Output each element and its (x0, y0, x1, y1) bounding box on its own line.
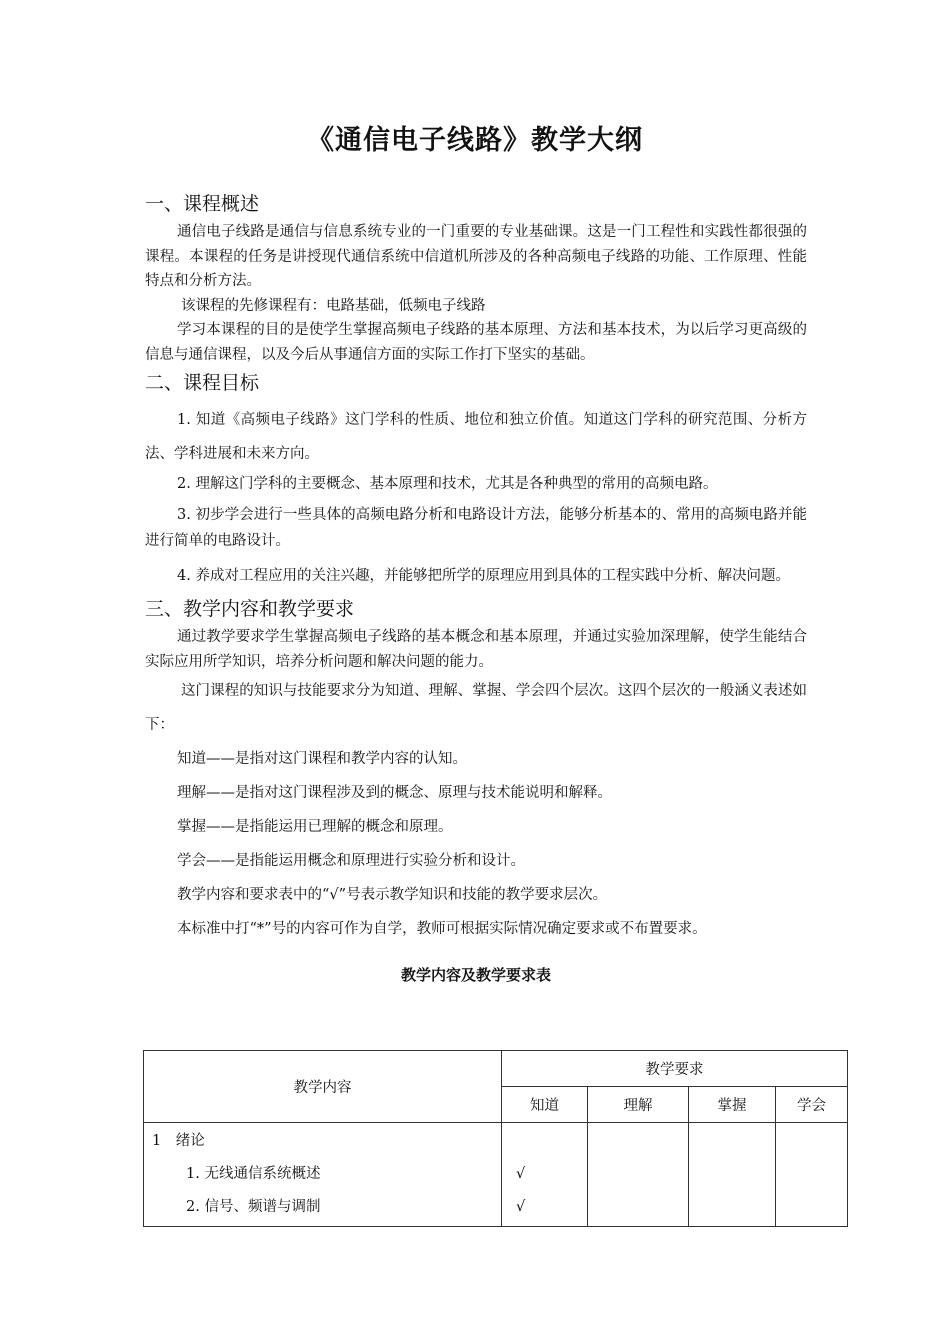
requirements-table-wrap (143, 1050, 848, 1227)
document-body (145, 188, 807, 997)
header-teaching-content: 教学内容 (144, 1051, 502, 1123)
objective-item-2: 2. 理解这门学科的主要概念、基本原理和技术，尤其是各种典型的常用的高频电路。 (177, 476, 718, 492)
header-level-master: 掌握 (689, 1087, 776, 1123)
section-heading-content: 三、教学内容和教学要求 (145, 598, 355, 620)
learn-column-cell (776, 1123, 848, 1227)
definition-master: 掌握——是指能运用已理解的概念和原理。 (177, 819, 453, 835)
check-mark: √ (516, 1199, 526, 1215)
overview-paragraph-3: 学习本课程的目的是使学生掌握高频电子线路的基本原理、方法和基本技术，为以后学习更高级的信息与通信课程，以及今后从事通信方面的实际工作打下坚实的基础。 (145, 322, 807, 363)
table-row (144, 1123, 502, 1227)
header-level-learn: 学会 (776, 1087, 848, 1123)
asterisk-note: 本标准中打“*”号的内容可作为自学，教师可根据实际情况确定要求或不布置要求。 (177, 921, 707, 937)
header-level-understand: 理解 (588, 1087, 689, 1123)
content-paragraph-1: 通过教学要求学生掌握高频电子线路的基本概念和基本原理，并通过实验加深理解，使学生能结合实际应用所学知识，培养分析问题和解决问题的能力。 (145, 629, 807, 670)
content-paragraph-2: 这门课程的知识与技能要求分为知道、理解、掌握、学会四个层次。这四个层次的一般涵义表述如下： (145, 683, 807, 733)
overview-paragraph-1: 通信电子线路是通信与信息系统专业的一门重要的专业基础课。这是一门工程性和实践性都很强的课程。本课程的任务是讲授现代通信系统中信道机所涉及的各种高频电子线路的功能、工作原理、性能特点和分析方法。 (145, 224, 807, 289)
row-label-1: 1. 无线通信系统概述 (186, 1166, 321, 1182)
objective-item-1: 1. 知道《高频电子线路》这门学科的性质、地位和独立价值。知道这门学科的研究范围、分析方法、学科进展和未来方向。 (145, 412, 807, 462)
section-heading-objectives: 二、课程目标 (145, 372, 260, 394)
row-label-2: 2. 信号、频谱与调制 (186, 1199, 321, 1215)
checkmark-note: 教学内容和要求表中的“√”号表示教学知识和技能的教学要求层次。 (177, 887, 608, 903)
header-teaching-requirements: 教学要求 (502, 1051, 848, 1087)
check-mark: √ (516, 1166, 526, 1182)
header-level-know: 知道 (502, 1087, 588, 1123)
document-title: 《通信电子线路》教学大纲 (307, 125, 643, 156)
understand-column-cell (588, 1123, 689, 1227)
master-column-cell (689, 1123, 776, 1227)
table-title: 教学内容及教学要求表 (400, 966, 551, 984)
objective-item-4: 4. 养成对工程应用的关注兴趣，并能够把所学的原理应用到具体的工程实践中分析、解决问题。 (177, 568, 790, 584)
definition-understand: 理解——是指对这门课程涉及到的概念、原理与技术能说明和解释。 (177, 785, 612, 801)
chapter-label: 1 绪论 (152, 1133, 205, 1149)
objective-item-3: 3. 初步学会进行一些具体的高频电路分析和电路设计方法，能够分析基本的、常用的高频电路并能进行简单的电路设计。 (145, 507, 807, 549)
section-heading-overview: 一、课程概述 (145, 193, 260, 215)
definition-learn: 学会——是指能运用概念和原理进行实验分析和设计。 (177, 853, 525, 869)
definition-know: 知道——是指对这门课程和教学内容的认知。 (177, 751, 467, 767)
overview-paragraph-2: 该课程的先修课程有：电路基础，低频电子线路 (181, 297, 486, 314)
requirements-table (143, 1050, 848, 1227)
know-column-cell (502, 1123, 588, 1227)
